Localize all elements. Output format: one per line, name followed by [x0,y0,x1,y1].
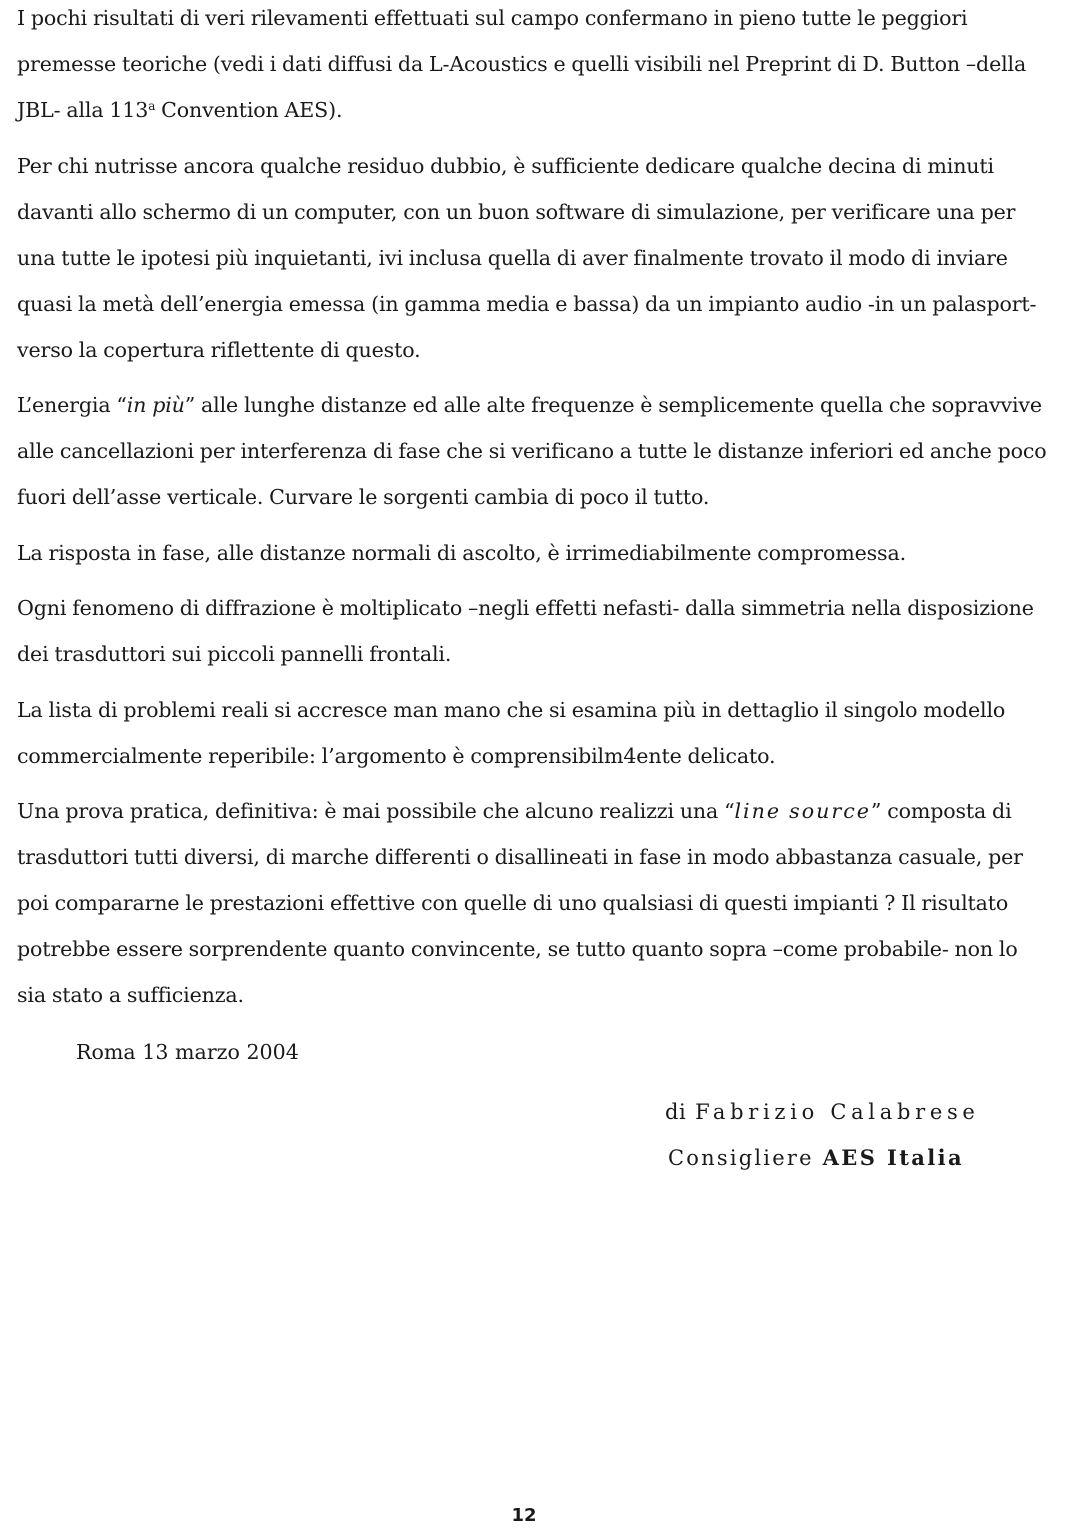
body-text [17,0,1047,1028]
author-role: Consigliere [668,1146,814,1170]
emphasis-line-source: line source [734,799,871,823]
paragraph-1 [17,0,1047,133]
paragraph-7-text: Una prova pratica, definitiva: è mai possibile che alcuno realizzi una “ [17,799,735,823]
signature-prefix: di [665,1100,687,1124]
page-number: 12 [511,1505,537,1526]
paragraph-1-text: I pochi risultati di veri rilevamenti effettuati sul campo confermano in pieno tutte le peggiori premesse teoriche (vedi i dati diffusi da L-Acoustics e quelli visibili nel Preprint di D. Button –della JBL- alla 113 [17,6,1027,122]
signature-role-line [665,1135,975,1181]
dateline: Roma 13 marzo 2004 [76,1040,299,1064]
paragraph-5: Ogni fenomeno di diffrazione è moltiplicato –negli effetti nefasti- dalla simmetria nella disposizione dei trasduttori sui piccoli pannelli frontali. [17,596,1034,666]
paragraph-3-text: L’energia “ [17,393,127,417]
paragraph-3-text-end: ” alle lunghe distanze ed alle alte frequenze è semplicemente quella che sopravvive alle cancellazioni per interferenza di fase che si verificano a tutte le distanze inferiori ed anche poco fuori dell’asse verticale. Curvare le sorgenti cambia di poco il tutto. [17,393,1047,509]
signature-block [665,1089,980,1181]
paragraph-7-text-end: ” composta di trasduttori tutti diversi, di marche differenti o disallineati in fase in modo abbastanza casuale, per poi compararne le prestazioni effettive con quelle di uno qualsiasi di questi impianti ? Il risultato potrebbe essere sorprendente quanto convincente, se tutto quanto sopra –come probabile- non lo sia stato a sufficienza. [17,799,1023,1007]
paragraph-1-text-end: Convention AES). [155,98,343,122]
ordinal-superscript: a [148,99,156,113]
signature-author-line [665,1089,980,1135]
paragraph-2: Per chi nutrisse ancora qualche residuo dubbio, è sufficiente dedicare qualche decina di minuti davanti allo schermo di un computer, con un buon software di simulazione, per verificare una per una tutte le ipotesi più inquietanti, ivi inclusa quella di aver finalmente trovato il modo di inviare quasi la metà dell’energia emessa (in gamma media e bassa) da un impianto audio -in un palasport- verso la copertura riflettente di questo. [17,153,1037,362]
organization-name: AES Italia [822,1145,965,1170]
paragraph-6: La lista di problemi reali si accresce man mano che si esamina più in dettaglio il singolo modello commercialmente reperibile: l’argomento è comprensibilm4ente delicato. [17,697,1006,768]
paragraph-3 [17,382,1047,520]
author-name: Fabrizio Calabrese [695,1100,980,1124]
paragraph-4: La risposta in fase, alle distanze normali di ascolto, è irrimediabilmente compromessa. [17,540,907,565]
paragraph-7 [17,788,1047,1018]
emphasis-in-piu: in più [126,393,185,417]
